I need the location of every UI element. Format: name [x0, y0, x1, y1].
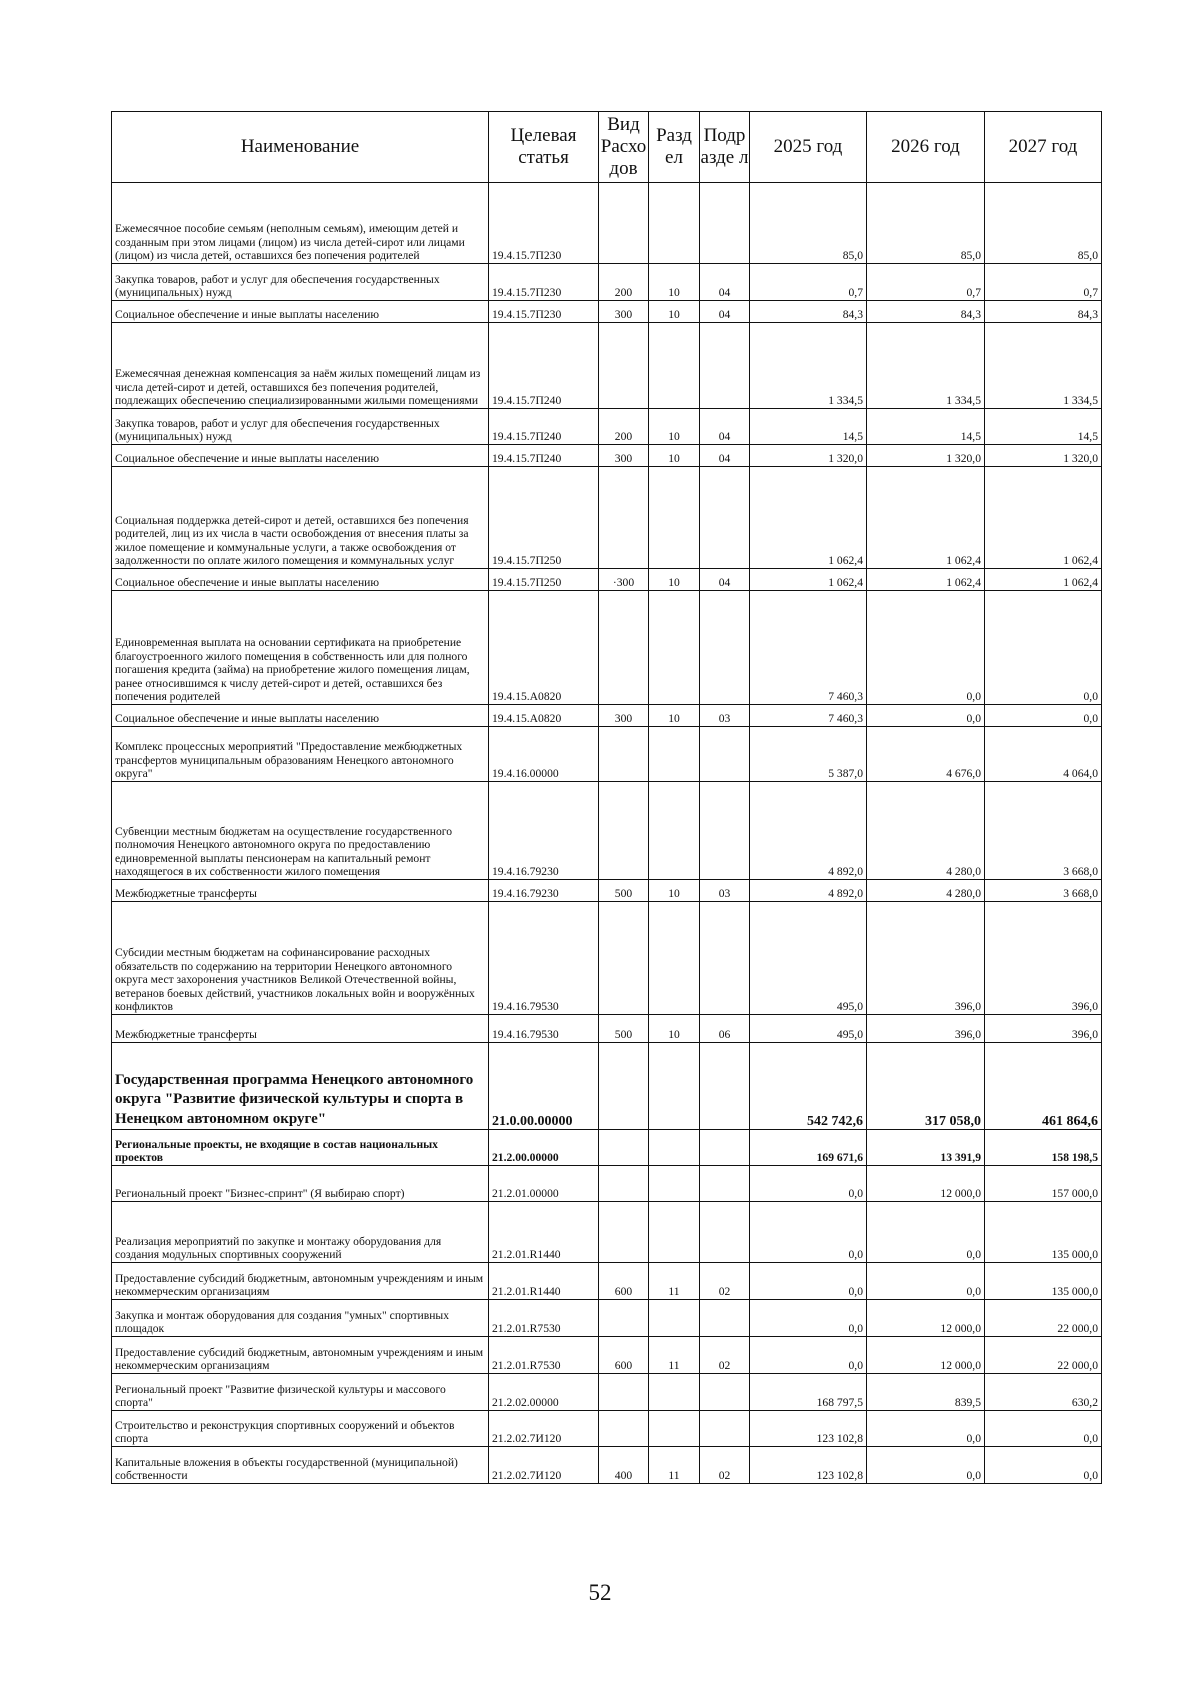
- row-value-2026: 0,7: [867, 264, 985, 301]
- header-expense-type: Вид Расхо дов: [599, 112, 649, 183]
- row-value-2025: 4 892,0: [750, 880, 867, 902]
- row-name: Закупка товаров, работ и услуг для обеспечения государственных (муниципальных) нужд: [112, 409, 489, 445]
- row-value-2026: 4 676,0: [867, 727, 985, 782]
- row-value-2026: 4 280,0: [867, 880, 985, 902]
- row-name: Межбюджетные трансферты: [112, 1015, 489, 1043]
- row-subsection: [700, 467, 750, 569]
- row-value-2025: 123 102,8: [750, 1447, 867, 1484]
- row-section: 10: [649, 264, 700, 301]
- table-row: [112, 727, 1102, 782]
- row-value-2027: 630,2: [985, 1374, 1102, 1411]
- row-section: [649, 1374, 700, 1411]
- row-expense-type: [599, 1374, 649, 1411]
- row-value-2027: 157 000,0: [985, 1166, 1102, 1202]
- row-value-2026: 4 280,0: [867, 782, 985, 880]
- row-target-article: 19.4.15.7П230: [489, 301, 599, 323]
- row-value-2026: 0,0: [867, 1447, 985, 1484]
- row-section: 11: [649, 1337, 700, 1374]
- row-value-2025: 542 742,6: [750, 1043, 867, 1130]
- row-subsection: 04: [700, 409, 750, 445]
- row-section: [649, 1166, 700, 1202]
- row-subsection: [700, 1300, 750, 1337]
- row-name: Субвенции местным бюджетам на осуществление государственного полномочия Ненецкого автономного округа по предоставлению единовременной выплаты пенсионерам на капитальный ремонт находящегося в их собственности жилого помещения: [112, 782, 489, 880]
- row-expense-type: [599, 183, 649, 264]
- row-value-2027: 14,5: [985, 409, 1102, 445]
- row-name: Социальное обеспечение и иные выплаты населению: [112, 301, 489, 323]
- table-row: [112, 705, 1102, 727]
- row-target-article: 19.4.16.00000: [489, 727, 599, 782]
- row-subsection: 04: [700, 445, 750, 467]
- row-value-2025: 0,0: [750, 1202, 867, 1263]
- row-value-2027: 4 064,0: [985, 727, 1102, 782]
- row-target-article: 19.4.15.7П240: [489, 445, 599, 467]
- row-section: [649, 467, 700, 569]
- row-value-2027: 1 320,0: [985, 445, 1102, 467]
- table-row: [112, 1166, 1102, 1202]
- row-section: [649, 183, 700, 264]
- table-row: [112, 1300, 1102, 1337]
- row-name: Государственная программа Ненецкого автономного округа "Развитие физической культуры и спорта в Ненецком автономном округе": [112, 1043, 489, 1130]
- row-section: [649, 782, 700, 880]
- row-value-2025: 7 460,3: [750, 591, 867, 705]
- row-value-2027: 22 000,0: [985, 1300, 1102, 1337]
- row-value-2025: 1 334,5: [750, 323, 867, 409]
- row-name: Региональные проекты, не входящие в состав национальных проектов: [112, 1130, 489, 1166]
- row-value-2027: 158 198,5: [985, 1130, 1102, 1166]
- header-year-2027: 2027 год: [985, 112, 1102, 183]
- row-value-2026: 1 334,5: [867, 323, 985, 409]
- row-name: Закупка товаров, работ и услуг для обеспечения государственных (муниципальных) нужд: [112, 264, 489, 301]
- table-row: [112, 323, 1102, 409]
- row-value-2025: 7 460,3: [750, 705, 867, 727]
- table-row: [112, 1447, 1102, 1484]
- row-expense-type: 300: [599, 445, 649, 467]
- row-target-article: 19.4.16.79530: [489, 902, 599, 1015]
- row-section: 10: [649, 569, 700, 591]
- header-subsection: Подр азде л: [700, 112, 750, 183]
- row-expense-type: [599, 591, 649, 705]
- row-subsection: 02: [700, 1263, 750, 1300]
- table-row: [112, 880, 1102, 902]
- row-target-article: 19.4.16.79230: [489, 880, 599, 902]
- table-row: [112, 1374, 1102, 1411]
- row-value-2026: 839,5: [867, 1374, 985, 1411]
- row-target-article: 21.0.00.00000: [489, 1043, 599, 1130]
- table-row: [112, 1202, 1102, 1263]
- row-subsection: [700, 902, 750, 1015]
- row-expense-type: [599, 1166, 649, 1202]
- table-row: [112, 445, 1102, 467]
- header-row: [112, 112, 1102, 183]
- row-subsection: [700, 1043, 750, 1130]
- table-row: [112, 264, 1102, 301]
- table-row: [112, 591, 1102, 705]
- row-value-2025: 0,0: [750, 1263, 867, 1300]
- row-expense-type: ·300: [599, 569, 649, 591]
- row-subsection: 03: [700, 705, 750, 727]
- row-expense-type: [599, 1411, 649, 1447]
- row-value-2027: 0,0: [985, 591, 1102, 705]
- row-name: Предоставление субсидий бюджетным, автономным учреждениям и иным некоммерческим организациям: [112, 1263, 489, 1300]
- row-name: Реализация мероприятий по закупке и монтажу оборудования для создания модульных спортивных сооружений: [112, 1202, 489, 1263]
- row-expense-type: 500: [599, 880, 649, 902]
- row-value-2026: 14,5: [867, 409, 985, 445]
- row-section: 10: [649, 409, 700, 445]
- row-section: [649, 1411, 700, 1447]
- row-expense-type: 400: [599, 1447, 649, 1484]
- row-value-2027: 1 334,5: [985, 323, 1102, 409]
- row-expense-type: 600: [599, 1337, 649, 1374]
- row-name: Субсидии местным бюджетам на софинансирование расходных обязательств по содержанию на территории Ненецкого автономного округа мест захоронения участников Великой Отечественной войны, ветеранов боевых действий, участников локальных войн и вооружённых конфликтов: [112, 902, 489, 1015]
- row-subsection: 04: [700, 569, 750, 591]
- row-expense-type: 200: [599, 409, 649, 445]
- row-section: 10: [649, 445, 700, 467]
- row-value-2026: 1 062,4: [867, 569, 985, 591]
- row-value-2027: 135 000,0: [985, 1263, 1102, 1300]
- row-target-article: 21.2.01.R1440: [489, 1263, 599, 1300]
- row-name: Социальное обеспечение и иные выплаты населению: [112, 445, 489, 467]
- row-name: Капитальные вложения в объекты государственной (муниципальной) собственности: [112, 1447, 489, 1484]
- row-value-2027: 135 000,0: [985, 1202, 1102, 1263]
- header-year-2025: 2025 год: [750, 112, 867, 183]
- header-name: Наименование: [112, 112, 489, 183]
- row-subsection: [700, 1166, 750, 1202]
- row-subsection: [700, 1374, 750, 1411]
- row-target-article: 21.2.01.00000: [489, 1166, 599, 1202]
- row-subsection: [700, 1202, 750, 1263]
- row-target-article: 19.4.15.7П230: [489, 264, 599, 301]
- row-value-2025: 5 387,0: [750, 727, 867, 782]
- row-section: [649, 1300, 700, 1337]
- row-subsection: 04: [700, 264, 750, 301]
- row-value-2026: 1 320,0: [867, 445, 985, 467]
- row-section: [649, 1130, 700, 1166]
- row-value-2025: 85,0: [750, 183, 867, 264]
- row-value-2027: 461 864,6: [985, 1043, 1102, 1130]
- row-value-2025: 84,3: [750, 301, 867, 323]
- page-number: 52: [588, 1580, 612, 1605]
- row-target-article: 21.2.01.R7530: [489, 1300, 599, 1337]
- row-value-2026: 1 062,4: [867, 467, 985, 569]
- table-row: [112, 1263, 1102, 1300]
- row-value-2026: 396,0: [867, 1015, 985, 1043]
- row-value-2026: 317 058,0: [867, 1043, 985, 1130]
- row-value-2026: 0,0: [867, 1263, 985, 1300]
- row-target-article: 19.4.16.79530: [489, 1015, 599, 1043]
- row-target-article: 19.4.15.А0820: [489, 705, 599, 727]
- row-expense-type: [599, 1202, 649, 1263]
- row-section: 10: [649, 301, 700, 323]
- row-value-2027: 85,0: [985, 183, 1102, 264]
- row-subsection: [700, 782, 750, 880]
- row-target-article: 21.2.01.R7530: [489, 1337, 599, 1374]
- row-name: Строительство и реконструкция спортивных сооружений и объектов спорта: [112, 1411, 489, 1447]
- row-expense-type: [599, 727, 649, 782]
- row-name: Социальная поддержка детей-сирот и детей, оставшихся без попечения родителей, лиц из их числа в части освобождения от внесения платы за жилое помещение и коммунальные услуги, а также освобождения от задолженности по оплате жилого помещения и коммунальных услуг: [112, 467, 489, 569]
- row-value-2026: 396,0: [867, 902, 985, 1015]
- row-value-2026: 12 000,0: [867, 1166, 985, 1202]
- row-subsection: 06: [700, 1015, 750, 1043]
- row-subsection: [700, 727, 750, 782]
- row-expense-type: 500: [599, 1015, 649, 1043]
- row-subsection: 02: [700, 1447, 750, 1484]
- row-expense-type: 300: [599, 705, 649, 727]
- table-row: [112, 1337, 1102, 1374]
- row-value-2025: 168 797,5: [750, 1374, 867, 1411]
- row-name: Региональный проект "Развитие физической культуры и массового спорта": [112, 1374, 489, 1411]
- row-value-2025: 123 102,8: [750, 1411, 867, 1447]
- row-value-2025: 0,0: [750, 1300, 867, 1337]
- row-value-2027: 22 000,0: [985, 1337, 1102, 1374]
- row-target-article: 21.2.02.7И120: [489, 1447, 599, 1484]
- row-value-2025: 1 320,0: [750, 445, 867, 467]
- row-value-2027: 0,0: [985, 705, 1102, 727]
- row-value-2025: 14,5: [750, 409, 867, 445]
- row-value-2026: 84,3: [867, 301, 985, 323]
- row-value-2027: 84,3: [985, 301, 1102, 323]
- row-name: Социальное обеспечение и иные выплаты населению: [112, 569, 489, 591]
- row-section: [649, 591, 700, 705]
- table-row: [112, 301, 1102, 323]
- row-expense-type: 600: [599, 1263, 649, 1300]
- table-row: [112, 902, 1102, 1015]
- row-target-article: 19.4.15.7П240: [489, 323, 599, 409]
- row-target-article: 19.4.16.79230: [489, 782, 599, 880]
- row-name: Закупка и монтаж оборудования для создания "умных" спортивных площадок: [112, 1300, 489, 1337]
- header-year-2026: 2026 год: [867, 112, 985, 183]
- row-name: Комплекс процессных мероприятий "Предоставление межбюджетных трансфертов муниципальным образованиям Ненецкого автономного округа": [112, 727, 489, 782]
- row-target-article: 19.4.15.А0820: [489, 591, 599, 705]
- row-value-2026: 12 000,0: [867, 1300, 985, 1337]
- row-target-article: 19.4.15.7П250: [489, 467, 599, 569]
- row-value-2027: 0,7: [985, 264, 1102, 301]
- table-row: [112, 1130, 1102, 1166]
- table-row: [112, 782, 1102, 880]
- header-target-article: Целевая статья: [489, 112, 599, 183]
- row-value-2027: 3 668,0: [985, 782, 1102, 880]
- row-name: Предоставление субсидий бюджетным, автономным учреждениям и иным некоммерческим организациям: [112, 1337, 489, 1374]
- row-section: [649, 323, 700, 409]
- row-section: [649, 1202, 700, 1263]
- row-value-2025: 0,7: [750, 264, 867, 301]
- row-expense-type: [599, 1043, 649, 1130]
- row-expense-type: [599, 323, 649, 409]
- row-name: Межбюджетные трансферты: [112, 880, 489, 902]
- row-value-2025: 4 892,0: [750, 782, 867, 880]
- row-value-2026: 0,0: [867, 1411, 985, 1447]
- row-section: [649, 1043, 700, 1130]
- table-row: [112, 467, 1102, 569]
- row-section: 10: [649, 1015, 700, 1043]
- row-value-2025: 0,0: [750, 1166, 867, 1202]
- row-value-2027: 0,0: [985, 1411, 1102, 1447]
- row-name: Ежемесячное пособие семьям (неполным семьям), имеющим детей и созданным при этом лицами (лицом) из числа детей-сирот или лицами (лицом) из числа детей, оставшихся без попечения родителей: [112, 183, 489, 264]
- row-expense-type: [599, 467, 649, 569]
- row-section: 10: [649, 880, 700, 902]
- row-section: [649, 727, 700, 782]
- row-value-2026: 0,0: [867, 705, 985, 727]
- row-value-2025: 495,0: [750, 902, 867, 1015]
- table-row: [112, 409, 1102, 445]
- row-target-article: 21.2.02.7И120: [489, 1411, 599, 1447]
- row-value-2026: 0,0: [867, 591, 985, 705]
- row-name: Единовременная выплата на основании сертификата на приобретение благоустроенного жилого помещения в собственность или для полного погашения кредита (займа) на приобретение жилого помещения лицам, ранее относившимся к числу детей-сирот и детей, оставшихся без попечения родителей: [112, 591, 489, 705]
- row-subsection: 04: [700, 301, 750, 323]
- row-expense-type: 300: [599, 301, 649, 323]
- row-target-article: 21.2.02.00000: [489, 1374, 599, 1411]
- row-value-2027: 396,0: [985, 902, 1102, 1015]
- row-section: 11: [649, 1263, 700, 1300]
- row-name: Региональный проект "Бизнес-спринт" (Я выбираю спорт): [112, 1166, 489, 1202]
- row-value-2026: 12 000,0: [867, 1337, 985, 1374]
- row-section: [649, 902, 700, 1015]
- row-value-2025: 495,0: [750, 1015, 867, 1043]
- row-value-2025: 0,0: [750, 1337, 867, 1374]
- header-section: Разд ел: [649, 112, 700, 183]
- row-target-article: 19.4.15.7П240: [489, 409, 599, 445]
- row-target-article: 21.2.00.00000: [489, 1130, 599, 1166]
- table-body: [112, 183, 1102, 1484]
- row-subsection: 03: [700, 880, 750, 902]
- table-row: [112, 1411, 1102, 1447]
- row-value-2027: 3 668,0: [985, 880, 1102, 902]
- row-expense-type: [599, 1300, 649, 1337]
- row-value-2027: 396,0: [985, 1015, 1102, 1043]
- row-value-2026: 13 391,9: [867, 1130, 985, 1166]
- budget-table: [111, 111, 1102, 1484]
- row-subsection: [700, 1130, 750, 1166]
- row-section: 11: [649, 1447, 700, 1484]
- row-subsection: [700, 1411, 750, 1447]
- table-row: [112, 1043, 1102, 1130]
- row-value-2027: 1 062,4: [985, 467, 1102, 569]
- row-value-2027: 0,0: [985, 1447, 1102, 1484]
- row-expense-type: 200: [599, 264, 649, 301]
- row-value-2026: 0,0: [867, 1202, 985, 1263]
- row-target-article: 19.4.15.7П230: [489, 183, 599, 264]
- row-section: 10: [649, 705, 700, 727]
- table-row: [112, 1015, 1102, 1043]
- row-expense-type: [599, 902, 649, 1015]
- row-value-2027: 1 062,4: [985, 569, 1102, 591]
- row-value-2025: 1 062,4: [750, 467, 867, 569]
- row-subsection: [700, 591, 750, 705]
- row-name: Социальное обеспечение и иные выплаты населению: [112, 705, 489, 727]
- row-name: Ежемесячная денежная компенсация за наём жилых помещений лицам из числа детей-сирот и детей, оставшихся без попечения родителей, подлежащих обеспечению специализированными жилыми помещениями: [112, 323, 489, 409]
- row-value-2026: 85,0: [867, 183, 985, 264]
- row-target-article: 19.4.15.7П250: [489, 569, 599, 591]
- row-expense-type: [599, 782, 649, 880]
- row-subsection: [700, 323, 750, 409]
- row-subsection: 02: [700, 1337, 750, 1374]
- row-value-2025: 1 062,4: [750, 569, 867, 591]
- table-row: [112, 569, 1102, 591]
- row-subsection: [700, 183, 750, 264]
- row-expense-type: [599, 1130, 649, 1166]
- table-row: [112, 183, 1102, 264]
- row-target-article: 21.2.01.R1440: [489, 1202, 599, 1263]
- row-value-2025: 169 671,6: [750, 1130, 867, 1166]
